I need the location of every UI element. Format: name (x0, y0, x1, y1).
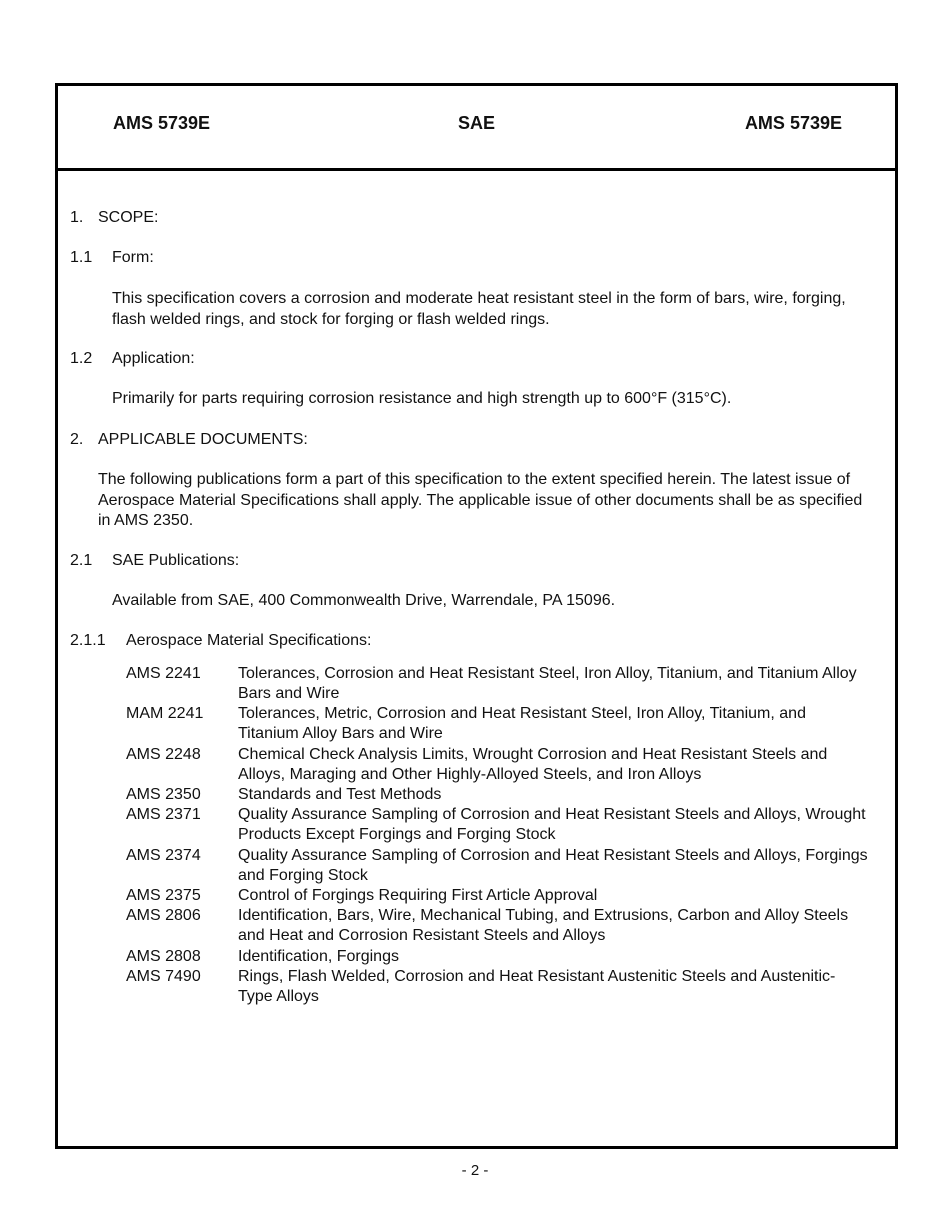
reference-code: AMS 2241 (126, 665, 201, 682)
section-1-2-body: Primarily for parts requiring corrosion resistance and high strength up to 600°F (315°C). (112, 390, 732, 407)
reference-title: Quality Assurance Sampling of Corrosion and Heat Resistant Steels and Alloys, Wrought Products Except Forgings and Forging Stock (238, 806, 866, 844)
header-doc-id-right: AMS 5739E (744, 113, 842, 133)
section-1-1-title: Form: (112, 249, 154, 266)
section-1-title: SCOPE: (98, 209, 159, 226)
reference-code: AMS 2806 (126, 907, 201, 924)
reference-code: AMS 2808 (126, 948, 201, 965)
reference-title: Identification, Forgings (238, 948, 399, 965)
document-header (58, 86, 895, 171)
reference-code: AMS 2371 (126, 806, 201, 823)
page-number: - 2 - (461, 1162, 489, 1179)
reference-title: Quality Assurance Sampling of Corrosion and Heat Resistant Steels and Alloys, Forgings and Forging Stock (238, 847, 868, 885)
section-2-body: The following publications form a part of this specification to the extent specified herein. The latest issue of Aerospace Material Specifications shall apply. The applicable issue of other documents shall be as specified in AMS 2350. (98, 471, 863, 529)
section-2-1-number: 2.1 (70, 552, 93, 569)
section-2-1-1-number: 2.1.1 (70, 632, 106, 649)
section-2-1-title: SAE Publications: (112, 552, 240, 569)
header-doc-id-left: AMS 5739E (113, 113, 211, 133)
reference-code: AMS 2248 (126, 746, 201, 763)
reference-code: AMS 7490 (126, 968, 201, 985)
reference-title: Control of Forgings Requiring First Article Approval (238, 887, 598, 904)
section-1-1-number: 1.1 (70, 249, 93, 266)
reference-title: Tolerances, Metric, Corrosion and Heat Resistant Steel, Iron Alloy, Titanium, and Titanium Alloy Bars and Wire (238, 705, 806, 743)
reference-title: Tolerances, Corrosion and Heat Resistant Steel, Iron Alloy, Titanium, and Titanium Alloy Bars and Wire (238, 665, 857, 703)
reference-code: AMS 2350 (126, 786, 201, 803)
section-2-title: APPLICABLE DOCUMENTS: (98, 431, 308, 448)
section-1-number: 1. (70, 209, 84, 226)
section-1-1-body: This specification covers a corrosion and moderate heat resistant steel in the form of bars, wire, forging, flash welded rings, and stock for forging or flash welded rings. (112, 290, 846, 328)
reference-title: Identification, Bars, Wire, Mechanical Tubing, and Extrusions, Carbon and Alloy Steels and Heat and Corrosion Resistant Steels and Alloys (238, 907, 849, 945)
section-2-1-body: Available from SAE, 400 Commonwealth Drive, Warrendale, PA 15096. (112, 592, 616, 609)
reference-code: MAM 2241 (126, 705, 204, 722)
reference-title: Chemical Check Analysis Limits, Wrought Corrosion and Heat Resistant Steels and Alloys, Maraging and Other Highly-Alloyed Steels, and Iron Alloys (238, 746, 828, 784)
section-1-2-number: 1.2 (70, 350, 93, 367)
reference-code: AMS 2375 (126, 887, 201, 904)
reference-title: Standards and Test Methods (238, 786, 442, 803)
section-2-number: 2. (70, 431, 84, 448)
header-publisher: SAE (457, 113, 495, 133)
section-1-2-title: Application: (112, 350, 195, 367)
reference-title: Rings, Flash Welded, Corrosion and Heat Resistant Austenitic Steels and Austenitic-Type Alloys (238, 968, 836, 1006)
reference-code: AMS 2374 (126, 847, 201, 864)
section-2-1-1-title: Aerospace Material Specifications: (126, 632, 372, 649)
